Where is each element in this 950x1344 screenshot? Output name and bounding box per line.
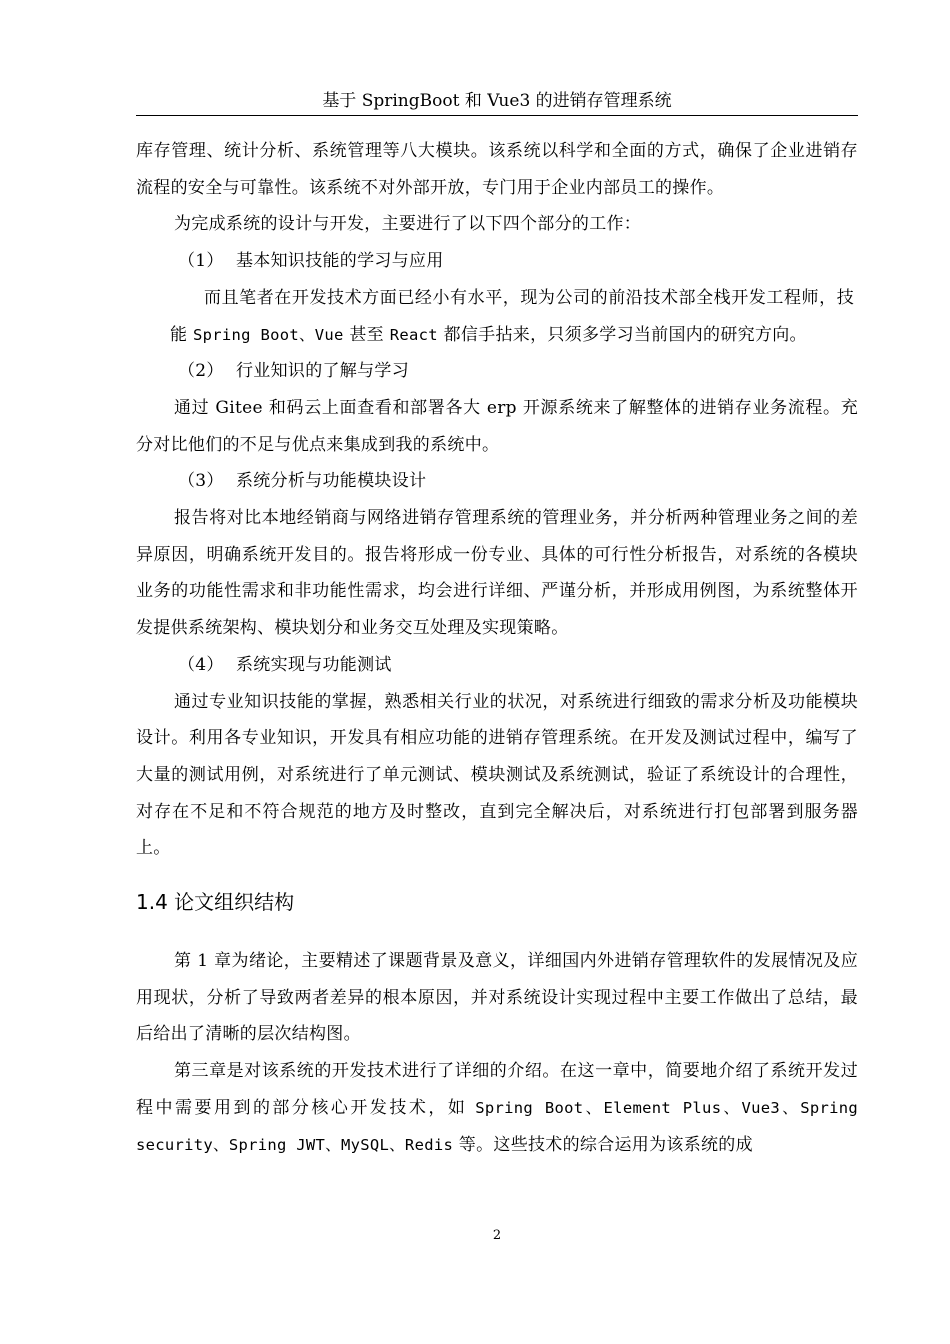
work-item-heading bbox=[136, 243, 858, 280]
item-number: （4） bbox=[178, 654, 224, 675]
item-number: （3） bbox=[178, 471, 224, 492]
item-body-tech: React bbox=[389, 325, 438, 344]
work-item-heading bbox=[136, 647, 858, 684]
work-item-body: 报告将对比本地经销商与网络进销存管理系统的管理业务，并分析两种管理业务之间的差异原因，明确系统开发目的。报告将形成一份专业、具体的可行性分析报告，对系统的各模块业务的功能性需求和非功能性需求，均会进行详细、严谨分析，并形成用例图，为系统整体开发提供系统架构、模块划分和业务交互处理及实现策略。 bbox=[136, 508, 858, 639]
work-item-heading bbox=[136, 353, 858, 390]
item-number: （1） bbox=[178, 251, 224, 272]
header-divider bbox=[136, 115, 858, 116]
page-header: 基于 SpringBoot 和 Vue3 的进销存管理系统 bbox=[322, 91, 672, 111]
work-item-heading bbox=[136, 463, 858, 500]
paragraph-text: 等。这些技术的综合运用为该系统的成 bbox=[453, 1134, 753, 1155]
item-body-text: 都信手拈来，只须多学习当前国内的研究方向。 bbox=[437, 324, 807, 345]
paragraph: 为完成系统的设计与开发，主要进行了以下四个部分的工作： bbox=[174, 214, 642, 235]
item-title: 系统实现与功能测试 bbox=[236, 654, 392, 675]
item-title: 行业知识的了解与学习 bbox=[236, 361, 409, 382]
item-body-tech: Spring Boot、Vue bbox=[193, 325, 344, 344]
work-item-body: 通过专业知识技能的掌握，熟悉相关行业的状况，对系统进行细致的需求分析及功能模块设计。利用各专业知识，开发具有相应功能的进销存管理系统。在开发及测试过程中，编写了大量的测试用例，对系统进行了单元测试、模块测试及系统测试，验证了系统设计的合理性，对存在不足和不符合规范的地方及时整改，直到完全解决后，对系统进行打包部署到服务器上。 bbox=[136, 691, 858, 859]
paragraph-text: 第三章是对该系统的开发技术进行了详细的介绍。在这一章中，简要地介绍了系统开发过程中需要用到的部分核心开发技术，如 bbox=[136, 1061, 858, 1118]
page-number: 2 bbox=[492, 1228, 502, 1243]
item-body-text: 而且笔者在开发技术方面已经小有水平，现为公司的前沿技术部全栈开发工程师，技能 bbox=[170, 287, 854, 345]
paragraph: 第 1 章为绪论，主要精述了课题背景及意义，详细国内外进销存管理软件的发展情况及应用现状，分析了导致两者差异的根本原因，并对系统设计实现过程中主要工作做出了总结，最后给出了清晰的层次结构图。 bbox=[136, 951, 858, 1045]
work-item-body: 通过 Gitee 和码云上面查看和部署各大 erp 开源系统来了解整体的进销存业务流程。充分对比他们的不足与优点来集成到我的系统中。 bbox=[136, 397, 858, 455]
item-body-text: 甚至 bbox=[343, 324, 390, 345]
item-number: （2） bbox=[178, 361, 224, 382]
section-heading: 1.4 论文组织结构 bbox=[136, 890, 295, 915]
item-title: 基本知识技能的学习与应用 bbox=[236, 251, 444, 272]
work-item-body bbox=[136, 280, 858, 353]
paragraph-tech: Spring Boot、Element Plus、Vue3、Spring security、Spring JWT、MySQL、Redis bbox=[136, 1098, 859, 1154]
paragraph bbox=[136, 1053, 858, 1163]
item-title: 系统分析与功能模块设计 bbox=[236, 471, 427, 492]
paragraph: 库存管理、统计分析、系统管理等八大模块。该系统以科学和全面的方式，确保了企业进销存流程的安全与可靠性。该系统不对外部开放，专门用于企业内部员工的操作。 bbox=[136, 141, 858, 198]
document-body bbox=[136, 133, 858, 1163]
